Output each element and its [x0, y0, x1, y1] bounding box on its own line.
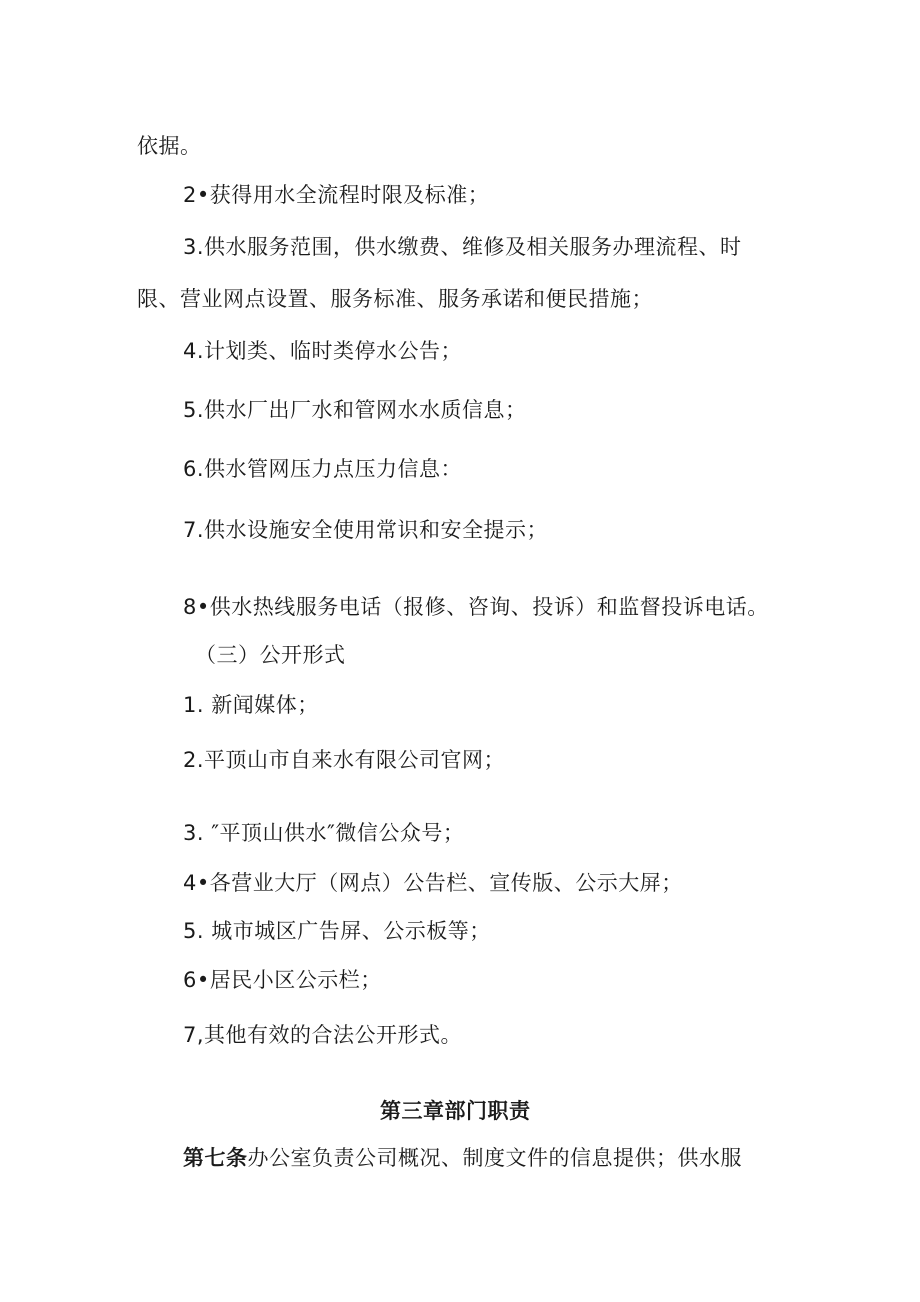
chapter-heading: 第三章部门职责 [380, 1099, 531, 1123]
list-item: 6•居民小区公示栏； [183, 968, 382, 992]
list-item: 3. ″平顶山供水″微信公众号； [183, 821, 465, 845]
list-item: 5. 城市城区广告屏、公示板等； [183, 919, 491, 943]
list-item: 5.供水厂出厂水和管网水水质信息； [183, 398, 527, 422]
list-item: 2•获得用水全流程时限及标准； [183, 183, 490, 207]
list-item: 1. 新闻媒体； [183, 693, 319, 717]
list-item: 4.计划类、临时类停水公告； [183, 339, 463, 363]
list-item: 3.供水服务范围，供水缴费、维修及相关服务办理流程、时 [183, 235, 742, 259]
list-item: 7,其他有效的合法公开形式。 [183, 1023, 463, 1047]
list-item: 7.供水设施安全使用常识和安全提示； [183, 518, 549, 542]
article-paragraph [183, 1143, 742, 1173]
list-item: 4•各营业大厅（网点）公告栏、宣传版、公示大屏； [183, 871, 683, 895]
list-item: 6.供水管网压力点压力信息： [183, 457, 463, 481]
text-line: 限、营业网点设置、服务标准、服务承诺和便民措施； [137, 287, 653, 311]
article-text: 办公室负责公司概况、制度文件的信息提供；供水服 [247, 1146, 742, 1170]
section-heading: （三）公开形式 [195, 643, 346, 667]
list-item: 8•供水热线服务电话（报修、咨询、投诉）和监督投诉电话。 [183, 595, 769, 619]
text-line: 依据。 [137, 134, 202, 158]
article-label: 第七条 [183, 1146, 248, 1170]
list-item: 2.平顶山市自来水有限公司官网； [183, 748, 506, 772]
